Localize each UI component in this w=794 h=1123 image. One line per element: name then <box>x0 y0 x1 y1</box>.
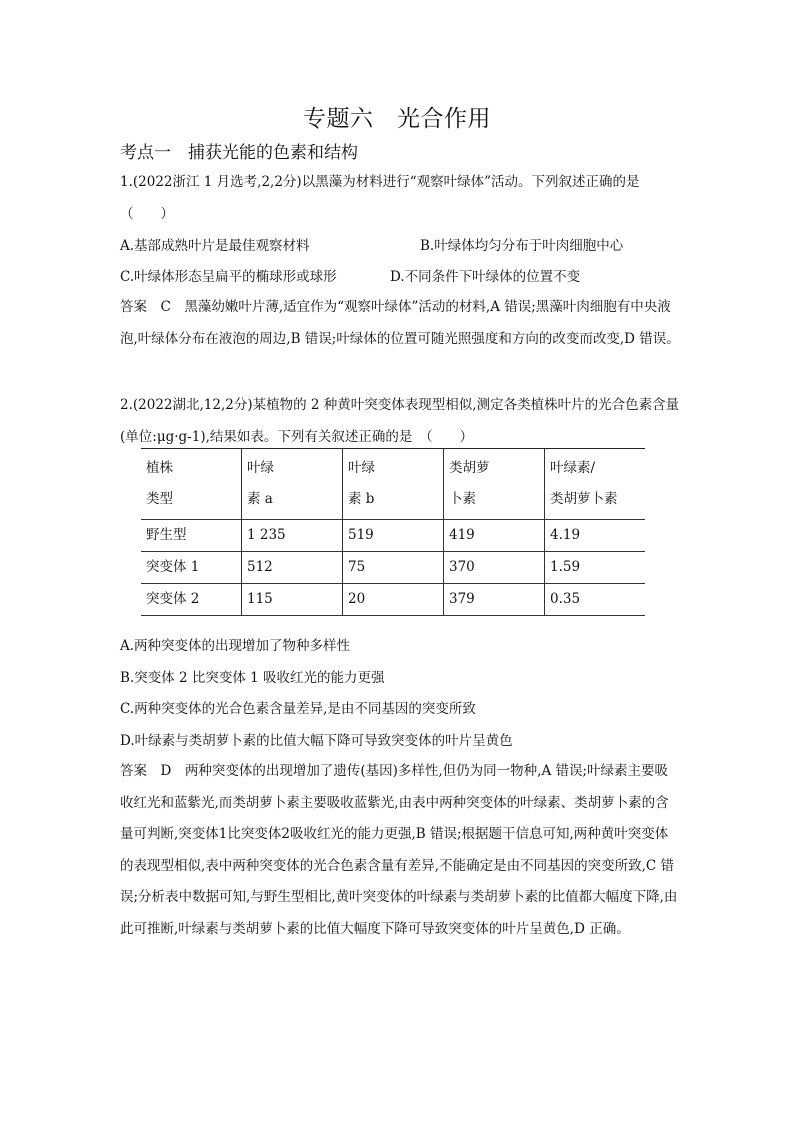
table-row <box>141 520 645 552</box>
question-1-stem: 1.(2022浙江 1 月选考,2,2分)以黑藻为材料进行“观察叶绿体”活动。下列叙述正确的是 （ ） <box>120 174 654 222</box>
question-1-option-b: B.叶绿体均匀分布于叶肉细胞中心 <box>420 238 624 254</box>
question-2-option-d: D.叶绿素与类胡萝卜素的比值大幅下降可导致突变体的叶片呈黄色 <box>120 733 513 749</box>
table-cell: 370 <box>444 552 545 584</box>
table-cell: 519 <box>343 520 444 552</box>
question-1-option-d: D.不同条件下叶绿体的位置不变 <box>390 269 581 285</box>
table-header-cell: 类胡萝 卜素 <box>444 449 545 520</box>
question-2-answer: 答案 D 两种突变体的出现增加了遗传(基因)多样性,但仍为同一物种,A 错误;叶绿素主要吸收红光和蓝紫光,而类胡萝卜素主要吸收蓝紫光,由表中两种突变体的叶绿素、类胡萝卜素的含量可判断,突变体1比突变体2吸收红光的能力更强,B 错误;根据题干信息可知,两种黄叶突变体的表现型相似,表中两种突变体的光合色素含量有差异,不能确定是由不同基因的突变所致,C 错误;分析表中数据可知,与野生型相比,黄叶突变体的叶绿素与类胡萝卜素的比值都大幅度下降,由此可推断,叶绿素与类胡萝卜素的比值大幅度下降可导致突变体的叶片呈黄色,D 正确。 <box>120 763 678 937</box>
table-header-cell: 植株 类型 <box>141 449 242 520</box>
table-cell: 突变体 1 <box>141 552 242 584</box>
pigment-table <box>141 448 645 616</box>
question-1-option-c: C.叶绿体形态呈扁平的椭球形或球形 <box>120 269 337 285</box>
table-cell: 4.19 <box>545 520 646 552</box>
table-cell: 115 <box>242 584 343 616</box>
page-title: 专题六 光合作用 <box>303 106 491 132</box>
question-2-option-a: A.两种突变体的出现增加了物种多样性 <box>120 638 351 654</box>
question-1-options-row-2 <box>120 267 680 287</box>
table-header-cell: 叶绿素/ 类胡萝卜素 <box>545 449 646 520</box>
table-cell: 419 <box>444 520 545 552</box>
question-1-answer: 答案 C 黑藻幼嫩叶片薄,适宜作为“观察叶绿体”活动的材料,A 错误;黑藻叶肉细胞有中央液泡,叶绿体分布在液泡的周边,B 错误;叶绿体的位置可随光照强度和方向的改变而改变,D 错误。 <box>120 299 680 347</box>
question-2-option-b: B.突变体 2 比突变体 1 吸收红光的能力更强 <box>120 670 385 686</box>
table-cell: 1.59 <box>545 552 646 584</box>
table-cell: 20 <box>343 584 444 616</box>
table-header-cell: 叶绿 素 a <box>242 449 343 520</box>
table-cell: 突变体 2 <box>141 584 242 616</box>
table-cell: 75 <box>343 552 444 584</box>
question-1-option-a: A.基部成熟叶片是最佳观察材料 <box>120 238 310 254</box>
question-1-options-row-1 <box>120 236 680 256</box>
question-2-stem: 2.(2022湖北,12,2分)某植物的 2 种黄叶突变体表现型相似,测定各类植株叶片的光合色素含量(单位:μg·g-1),结果如表。下列有关叙述正确的是 （ ） <box>120 397 680 445</box>
table-cell: 512 <box>242 552 343 584</box>
table-row <box>141 552 645 584</box>
table-row <box>141 584 645 616</box>
table-cell: 379 <box>444 584 545 616</box>
section-heading: 考点一 捕获光能的色素和结构 <box>120 143 358 163</box>
table-cell: 0.35 <box>545 584 646 616</box>
table-cell: 野生型 <box>141 520 242 552</box>
question-2-option-c: C.两种突变体的光合色素含量差异,是由不同基因的突变所致 <box>120 701 476 717</box>
table-cell: 1 235 <box>242 520 343 552</box>
table-header-row <box>141 449 645 520</box>
table-header-cell: 叶绿 素 b <box>343 449 444 520</box>
